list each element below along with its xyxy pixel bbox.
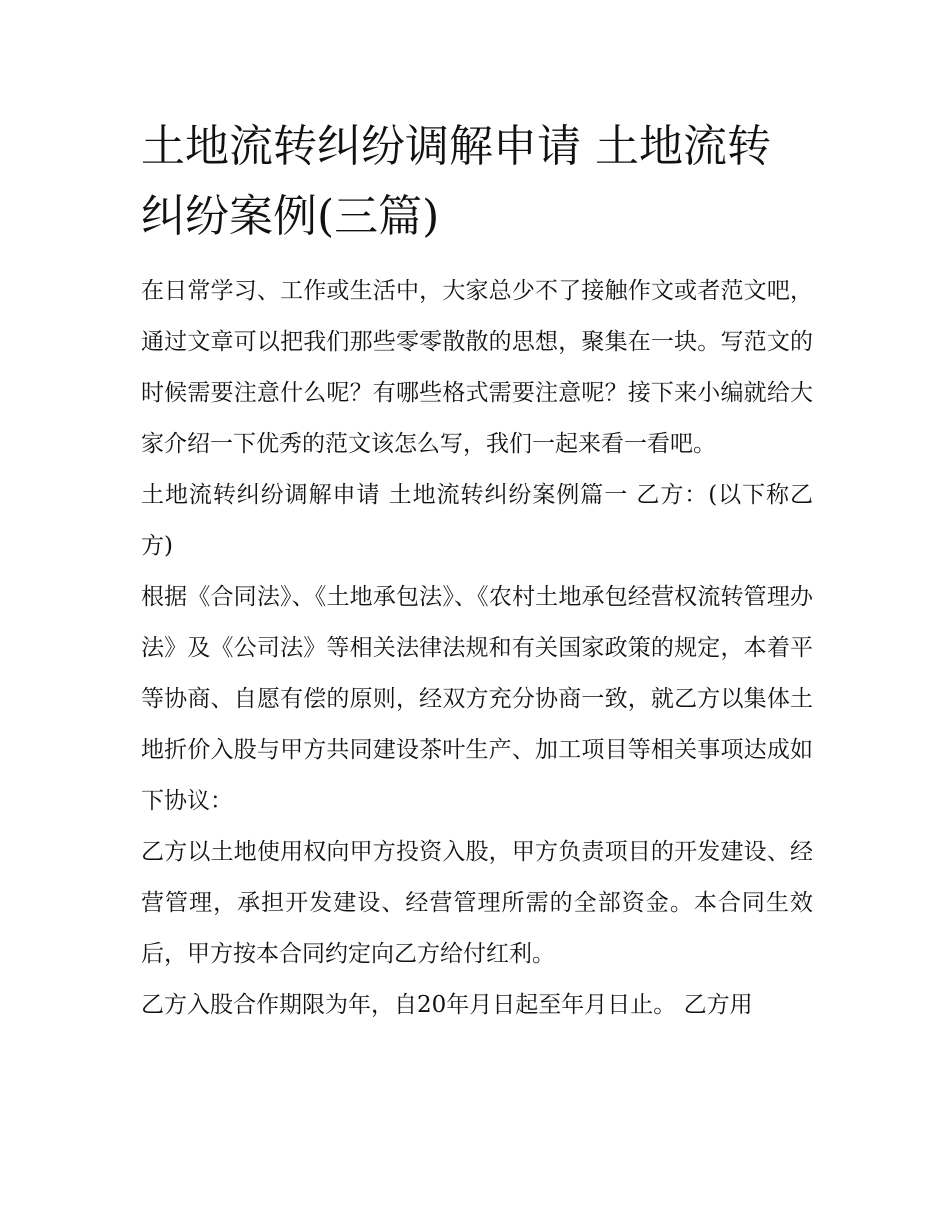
paragraph-section-heading: 土地流转纠纷调解申请 土地流转纠纷案例篇一 乙方：(以下称乙方) (141, 482, 813, 559)
document-title: 土地流转纠纷调解申请 土地流转纠纷案例(三篇) (141, 121, 771, 242)
document-page (141, 112, 813, 1031)
paragraph-legal-basis: 根据《合同法》、《土地承包法》、《农村土地承包经营权流转管理办法》及《公司法》等相关法律法规和有关国家政策的规定，本着平等协商、自愿有偿的原则，经双方充分协商一致，就乙方以集体土地折价入股与甲方共同建设茶叶生产、加工项目等相关事项达成如下协议： (141, 584, 813, 814)
paragraph-intro: 在日常学习、工作或生活中，大家总少不了接触作文或者范文吧，通过文章可以把我们那些零零散散的思想，聚集在一块。写范文的时候需要注意什么呢？有哪些格式需要注意呢？接下来小编就给大家介绍一下优秀的范文该怎么写，我们一起来看一看吧。 (141, 278, 813, 457)
paragraph-term: 乙方入股合作期限为年，自20年月日起至年月日止。 乙方用 (141, 992, 753, 1018)
paragraph-investment: 乙方以土地使用权向甲方投资入股，甲方负责项目的开发建设、经营管理，承担开发建设、经营管理所需的全部资金。本合同生效后，甲方按本合同约定向乙方给付红利。 (141, 839, 813, 967)
